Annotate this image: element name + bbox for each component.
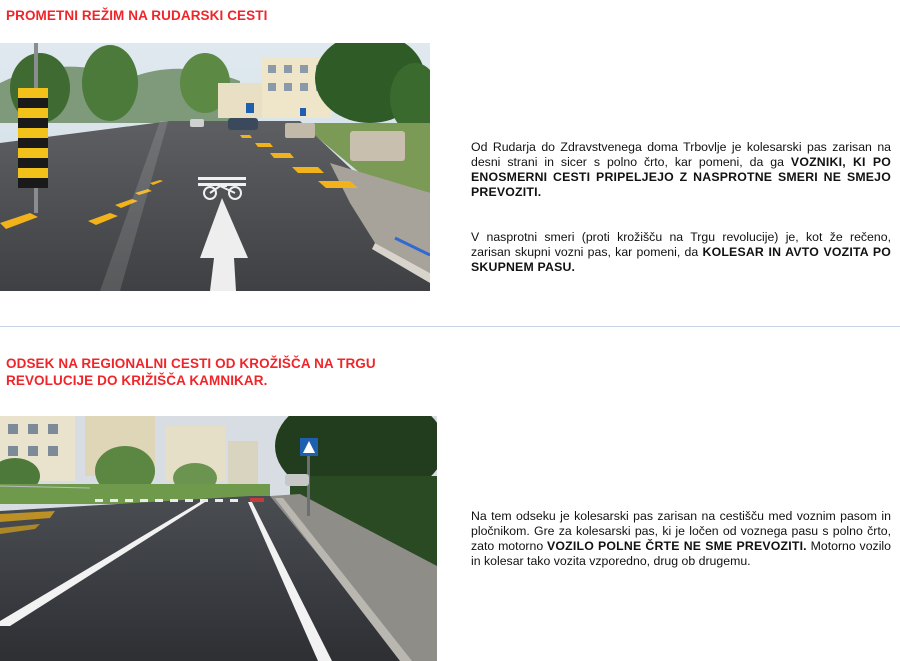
photo-rudarska-cesta	[0, 43, 430, 291]
section2-paragraph-bold: VOZILO POLNE ČRTE NE SME PREVOZITI.	[547, 539, 807, 553]
section1-paragraph1-bold: VOZNIKI, KI PO ENOSMERNI CESTI PRIPELJEJO Z NASPROTNE SMERI NE SMEJO PREVOZITI.	[471, 155, 891, 199]
photo-regionalna-cesta	[0, 416, 437, 661]
section2-heading: ODSEK NA REGIONALNI CESTI OD KROŽIŠČA NA TRGU REVOLUCIJE DO KRIŽIŠČA KAMNIKAR.	[6, 356, 376, 388]
section1-paragraph2-bold: KOLESAR IN AVTO VOZITA PO SKUPNEM PASU.	[471, 245, 892, 274]
section1-paragraph2-text: V nasprotni smeri (proti krožišču na Trgu revolucije) je, kot že rečeno, zarisan skupni vozni pas, kar pomeni, da	[471, 230, 891, 259]
section1-paragraph1	[471, 140, 891, 200]
section2-paragraph	[471, 509, 891, 569]
section1-heading: PROMETNI REŽIM NA RUDARSKI CESTI	[6, 8, 268, 23]
section-divider	[0, 326, 900, 327]
section2-paragraph-text1: Na tem odseku je kolesarski pas zarisan na cestišču med voznim pasom in pločnikom. Gre za kolesarski pas, ki je ločen od voznega pasu s polno črto, zato motorno	[471, 509, 891, 553]
section1-paragraph2	[471, 230, 891, 275]
section2-paragraph-text2: Motorno vozilo in kolesar tako vozita vzporedno, drug ob drugemu.	[471, 539, 891, 568]
section1-paragraph1-text: Od Rudarja do Zdravstvenega doma Trbovlje je kolesarski pas zarisan na desni strani in sicer s polno črto, kar pomeni, da ga	[471, 140, 891, 169]
